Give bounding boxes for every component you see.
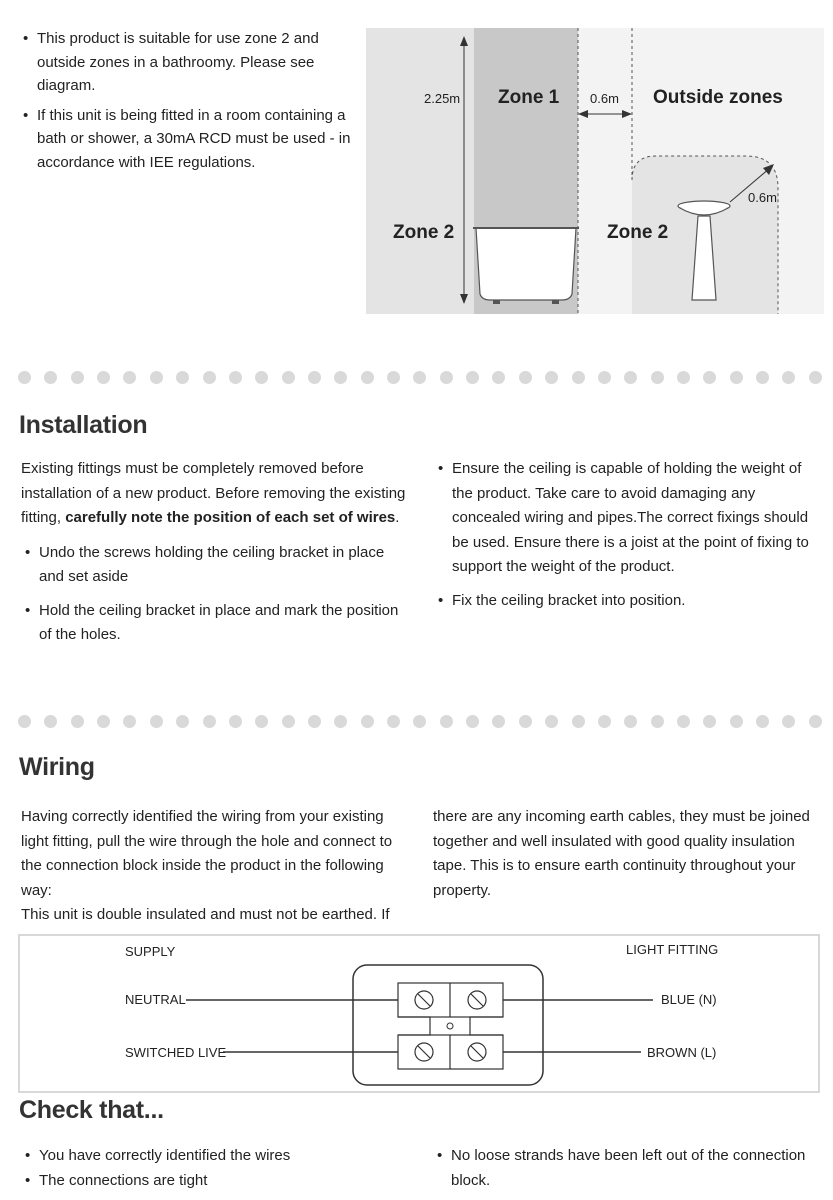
dotted-divider [18,371,822,385]
zone-diagram-graphic [366,28,824,314]
installation-left-column [21,457,407,648]
wiring-text: This unit is double insulated and must not be earthed. If [21,906,390,923]
installation-bullet: • Fix the ceiling bracket into position. [434,589,826,614]
installation-right-column [434,457,826,613]
check-bullet: • You have correctly identified the wires [21,1144,407,1169]
installation-intro-end: . [395,509,400,526]
check-heading: Check that... [19,1096,164,1124]
check-bullet: • No loose strands have been left out of the connection block. [433,1144,825,1193]
blue-neutral-label: BLUE (N) [661,992,717,1007]
dotted-divider [18,715,822,729]
zone2-right-label: Zone 2 [607,222,669,243]
wiring-text: there are any incoming earth cables, they must be joined together and well insulated with good quality insulation tape. This is to ensure earth continuity throughout your property. [433,808,810,899]
gap-dimension-label: 0.6m [590,91,619,106]
wiring-text: Having correctly identified the wiring from your existing light fitting, pull the wire through the hole and connect to the connection block inside the product in the following way: [21,808,393,899]
intro-bullet: • If this unit is being fitted in a room containing a bath or shower, a 30mA RCD must be used - in accordance with IEE regulations. [19,104,364,175]
installation-bullet: • Ensure the ceiling is capable of holding the weight of the product. Take care to avoid damaging any concealed wiring and pipes.The correct fixings should be used. Ensure there is a joist at the point of fixing to support the weight of the product. [434,457,826,580]
installation-intro-text: Existing fittings must be completely removed before installation of a new product. Before removing the existing fitting, [21,460,406,526]
installation-right-bullets [434,457,826,613]
radius-dimension-label: 0.6m [748,190,777,205]
zone-diagram [366,28,824,314]
check-right-bullets [433,1144,825,1193]
connection-block-graphic [20,936,818,1091]
zone2-left-label: Zone 2 [393,222,455,243]
height-dimension-label: 2.25m [424,91,461,106]
check-bullet: • The connections are tight [21,1169,407,1194]
brown-live-label: BROWN (L) [647,1045,717,1060]
wiring-right-column [433,805,825,903]
supply-label: SUPPLY [125,944,176,959]
intro-bullet: • This product is suitable for use zone 2 and outside zones in a bathroomy. Please see diagram. [19,27,364,98]
installation-heading: Installation [19,411,148,439]
light-fitting-label: LIGHT FITTING [626,942,719,957]
outside-zones-label: Outside zones [653,87,783,108]
installation-intro-bold: carefully note the position of each set of wires [65,509,396,526]
wiring-heading: Wiring [19,753,95,781]
installation-intro [21,457,407,531]
intro-bullets [19,27,364,174]
switched-live-label: SWITCHED LIVE [125,1045,227,1060]
installation-bullet: • Hold the ceiling bracket in place and mark the position of the holes. [21,599,407,648]
neutral-label: NEUTRAL [125,992,186,1007]
installation-bullet: • Undo the screws holding the ceiling bracket in place and set aside [21,541,407,590]
zone1-label: Zone 1 [498,87,560,108]
wiring-diagram [18,934,820,1093]
wiring-left-column [21,805,407,928]
installation-left-bullets [21,541,407,648]
check-left-bullets [21,1144,407,1193]
